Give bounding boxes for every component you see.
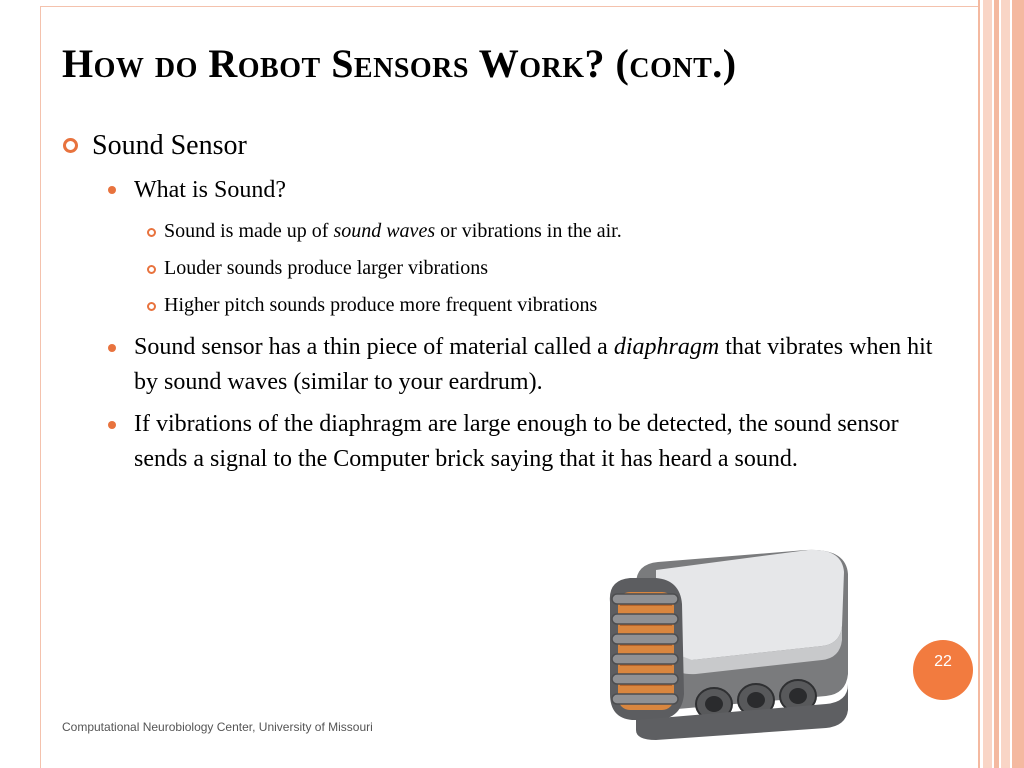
bullet-small-ring-icon — [147, 228, 156, 237]
bullet-what-is-sound: What is Sound? — [134, 177, 286, 203]
sound-sensor-image — [596, 544, 866, 740]
bullet-dot-icon — [108, 344, 116, 352]
frame-top-line — [40, 6, 978, 7]
footer-text: Computational Neurobiology Center, University of Missouri — [62, 720, 373, 734]
sub-bullet-sound-waves — [164, 220, 622, 243]
bullet-sound-sensor: Sound Sensor — [92, 130, 247, 161]
bullet-small-ring-icon — [147, 302, 156, 311]
sub-bullet-text: Sound is made up of — [164, 220, 334, 242]
bullet-dot-icon — [108, 421, 116, 429]
bullet-ring-icon — [63, 138, 78, 153]
bullet-dot-icon — [108, 186, 116, 194]
slide-title: How do Robot Sensors Work? (cont.) — [62, 41, 737, 86]
sub-bullet-pitch: Higher pitch sounds produce more frequent vibrations — [164, 294, 598, 316]
sub-bullet-louder: Louder sounds produce larger vibrations — [164, 257, 488, 279]
bullet-small-ring-icon — [147, 265, 156, 274]
decor-stripe — [983, 0, 992, 768]
sub-bullet-emphasis: sound waves — [333, 220, 436, 242]
decor-stripe — [994, 0, 999, 768]
bullet-text: that vibrates when hit by sound waves (similar to your eardrum). — [134, 334, 933, 395]
sub-bullet-text: or vibrations in the air. — [435, 220, 622, 242]
decor-stripe — [1001, 0, 1010, 768]
page-number-badge: 22 — [913, 640, 973, 700]
decor-stripe — [978, 0, 980, 768]
bullet-emphasis: diaphragm — [613, 334, 720, 360]
bullet-text: Sound sensor has a thin piece of material called a — [134, 334, 614, 360]
bullet-diaphragm — [134, 330, 934, 400]
decor-stripe — [1012, 0, 1024, 768]
frame-left-line — [40, 6, 41, 768]
bullet-detect: If vibrations of the diaphragm are large enough to be detected, the sound sensor sends a signal to the Computer brick saying that it has heard a sound. — [134, 411, 899, 472]
